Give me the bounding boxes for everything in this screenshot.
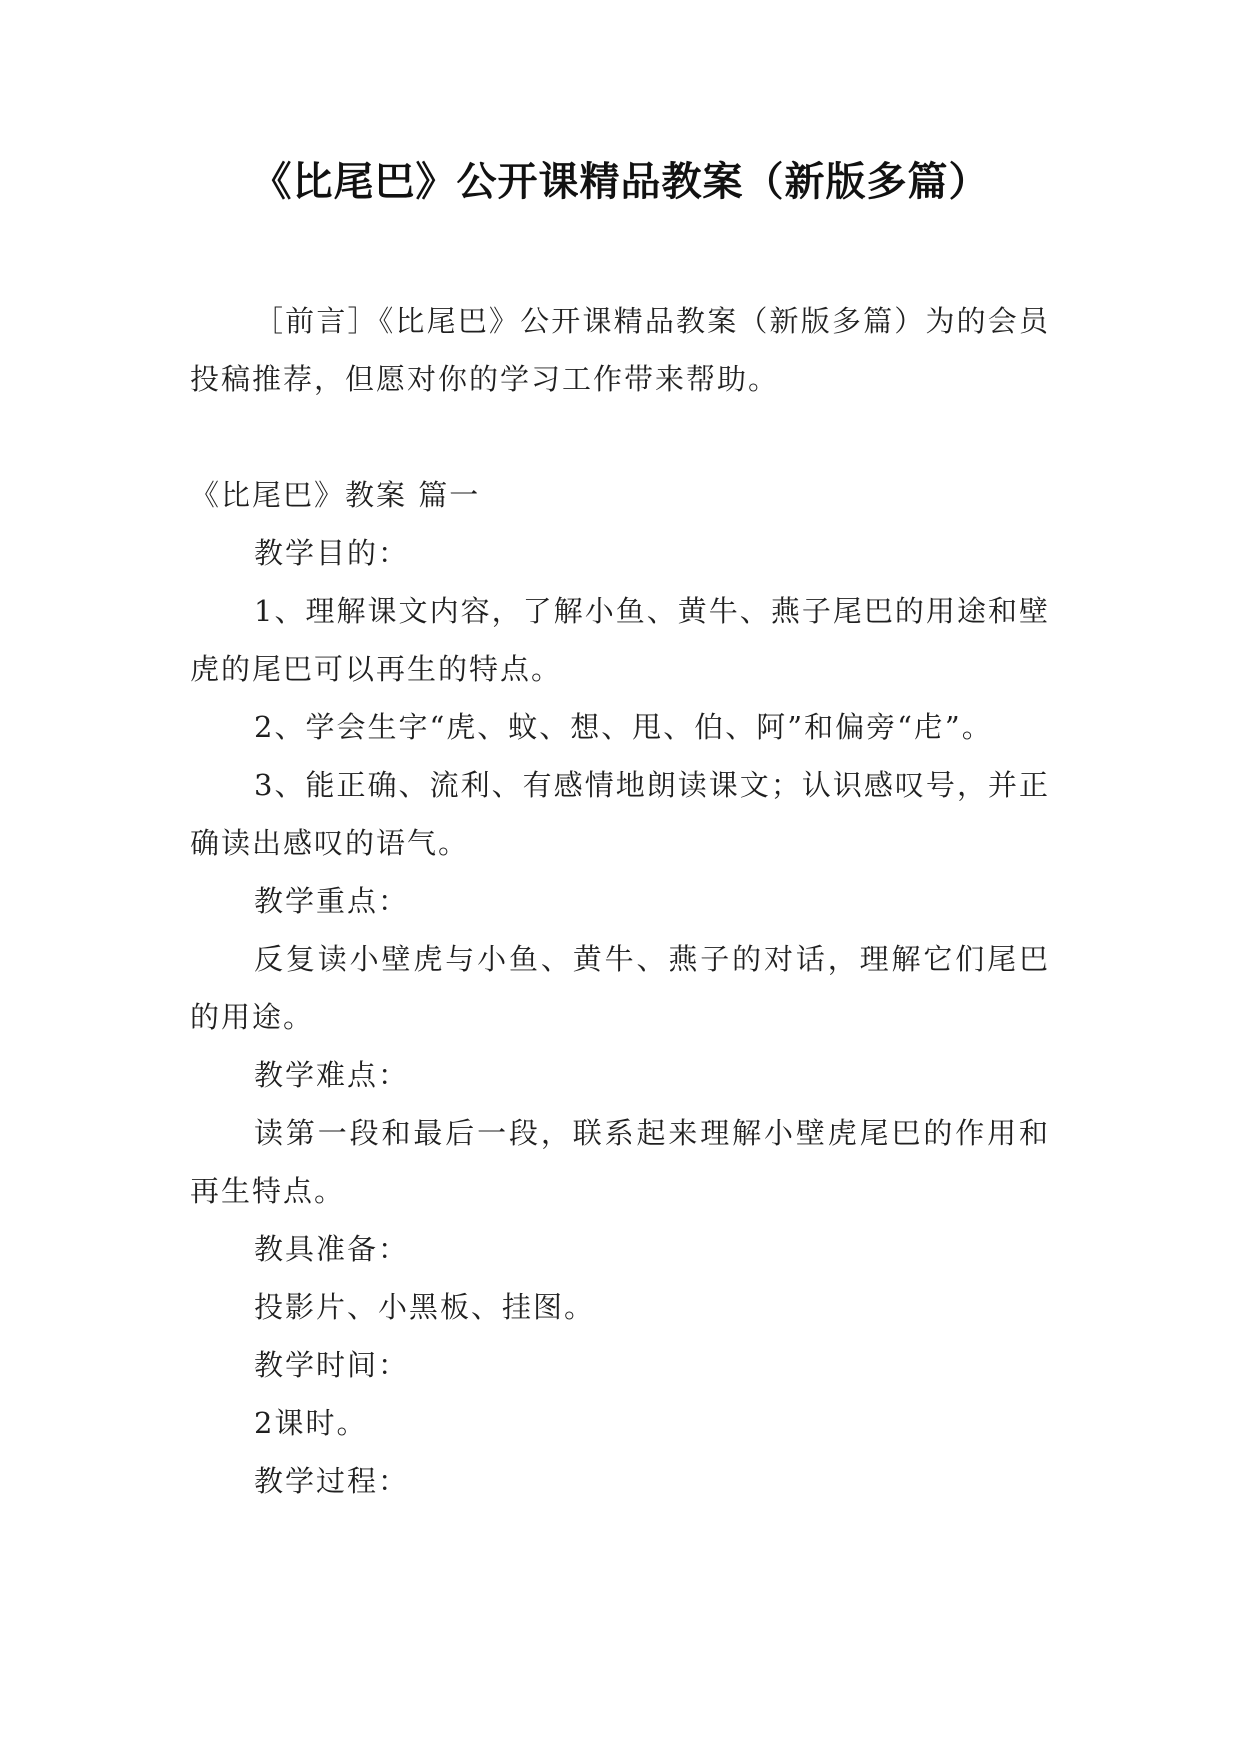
paragraph-goal-3: 3、能正确、流利、有感情地朗读课文；认识感叹号，并正确读出感叹的语气。	[190, 768, 1050, 860]
paragraph-time-label: 教学时间：	[254, 1348, 410, 1382]
preface-paragraph: ［前言］《比尾巴》公开课精品教案（新版多篇）为的会员投稿推荐，但愿对你的学习工作带来帮助。	[190, 304, 1050, 396]
section-heading: 《比尾巴》教案 篇一	[190, 478, 481, 512]
paragraph-key-points-label: 教学重点：	[254, 884, 410, 918]
paragraph-process-label: 教学过程：	[254, 1464, 410, 1498]
paragraph-goal-1: 1、理解课文内容，了解小鱼、黄牛、燕子尾巴的用途和壁虎的尾巴可以再生的特点。	[190, 594, 1050, 686]
document-title: 《比尾巴》公开课精品教案（新版多篇）	[251, 159, 990, 205]
paragraph-key-points: 反复读小壁虎与小鱼、黄牛、燕子的对话，理解它们尾巴的用途。	[190, 942, 1050, 1034]
paragraph-teaching-goals-label: 教学目的：	[254, 536, 410, 570]
paragraph-difficulties-label: 教学难点：	[254, 1058, 410, 1092]
paragraph-difficulties: 读第一段和最后一段，联系起来理解小壁虎尾巴的作用和再生特点。	[190, 1116, 1050, 1208]
document-body	[190, 292, 1050, 1510]
paragraph-materials: 投影片、小黑板、挂图。	[254, 1290, 596, 1324]
paragraph-goal-2: 2、学会生字“虎、蚊、想、甩、伯、阿”和偏旁“虍”。	[254, 710, 993, 744]
paragraph-time: 2课时。	[254, 1406, 368, 1440]
paragraph-materials-label: 教具准备：	[254, 1232, 410, 1266]
spacer	[190, 408, 1050, 466]
